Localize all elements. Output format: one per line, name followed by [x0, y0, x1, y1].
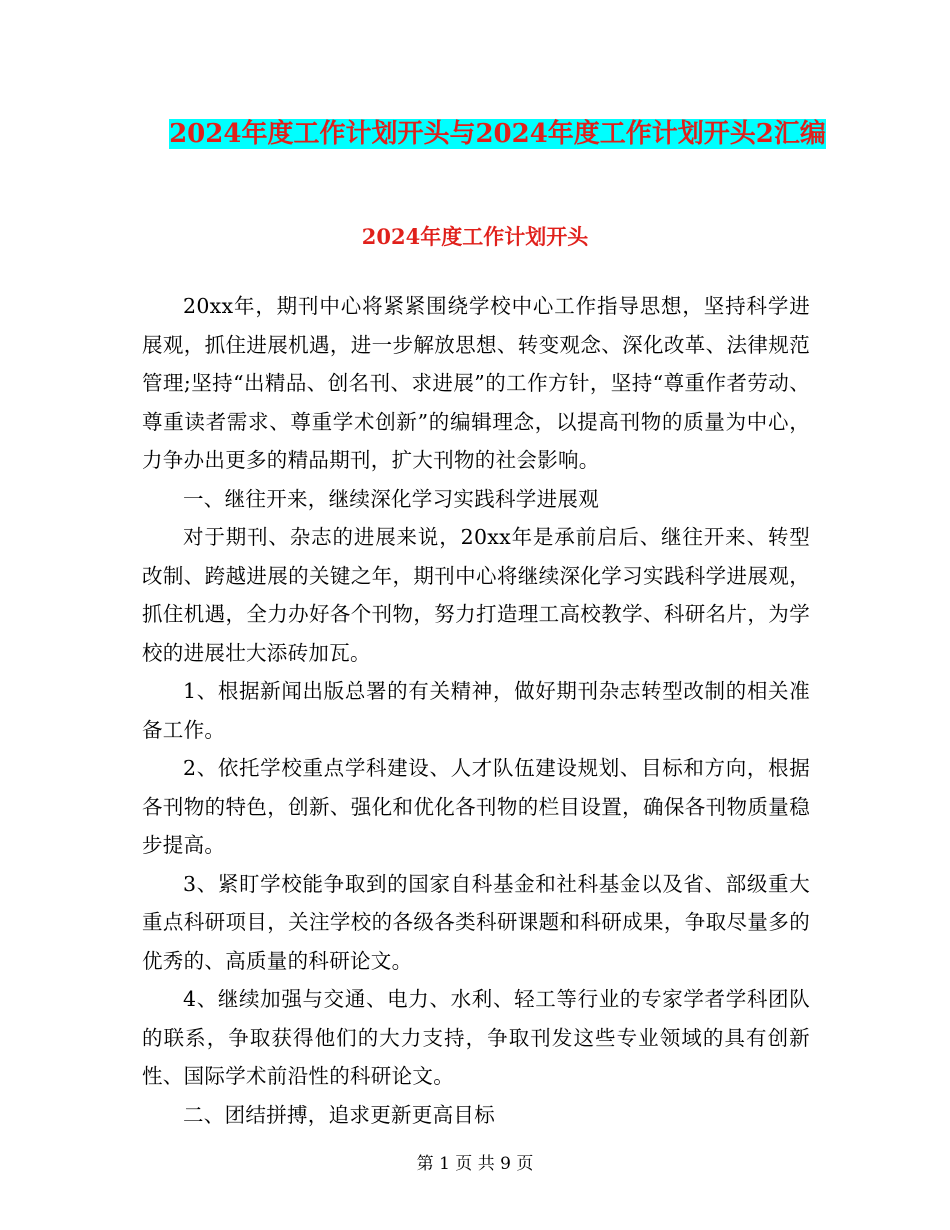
section-title: 2024年度工作计划开头 [361, 224, 589, 249]
paragraph-intro: 20xx年，期刊中心将紧紧围绕学校中心工作指导思想，坚持科学进展观，抓住进展机遇，进一步解放思想、转变观念、深化改革、法律规范管理;坚持“出精品、创名刊、求进展”的工作方针，坚持“尊重作者劳动、尊重读者需求、尊重学术创新”的编辑理念，以提高刊物的质量为中心，力争办出更多的精品期刊，扩大刊物的社会影响。 [142, 294, 810, 472]
document-title-text: 2024年度工作计划开头与2024年度工作计划开头2汇编 [169, 119, 826, 149]
heading-part-two: 二、团结拼搏，追求更新更高目标 [183, 1102, 495, 1127]
page-number-footer: 第 1 页 共 9 页 [416, 1154, 534, 1174]
document-title [140, 112, 855, 156]
list-item-1: 1、根据新闻出版总署的有关精神，做好期刊杂志转型改制的相关准备工作。 [142, 679, 810, 742]
list-item-3: 3、紧盯学校能争取到的国家自科基金和社科基金以及省、部级重大重点科研项目，关注学校的各级各类科研课题和科研成果，争取尽量多的优秀的、高质量的科研论文。 [142, 871, 810, 973]
paragraph-part-one: 对于期刊、杂志的进展来说，20xx年是承前启后、继往开来、转型改制、跨越进展的关键之年，期刊中心将继续深化学习实践科学进展观，抓住机遇，全力办好各个刊物，努力打造理工高校教学、科研名片，为学校的进展壮大添砖加瓦。 [142, 525, 810, 665]
heading-part-one: 一、继往开来，继续深化学习实践科学进展观 [183, 486, 599, 511]
list-item-4: 4、继续加强与交通、电力、水利、轻工等行业的专家学者学科团队的联系，争取获得他们的大力支持，争取刊发这些专业领域的具有创新性、国际学术前沿性的科研论文。 [142, 987, 810, 1088]
document-body [142, 287, 810, 1134]
list-item-2: 2、依托学校重点学科建设、人才队伍建设规划、目标和方向，根据各刊物的特色，创新、强化和优化各刊物的栏目设置，确保各刊物质量稳步提高。 [142, 756, 810, 857]
